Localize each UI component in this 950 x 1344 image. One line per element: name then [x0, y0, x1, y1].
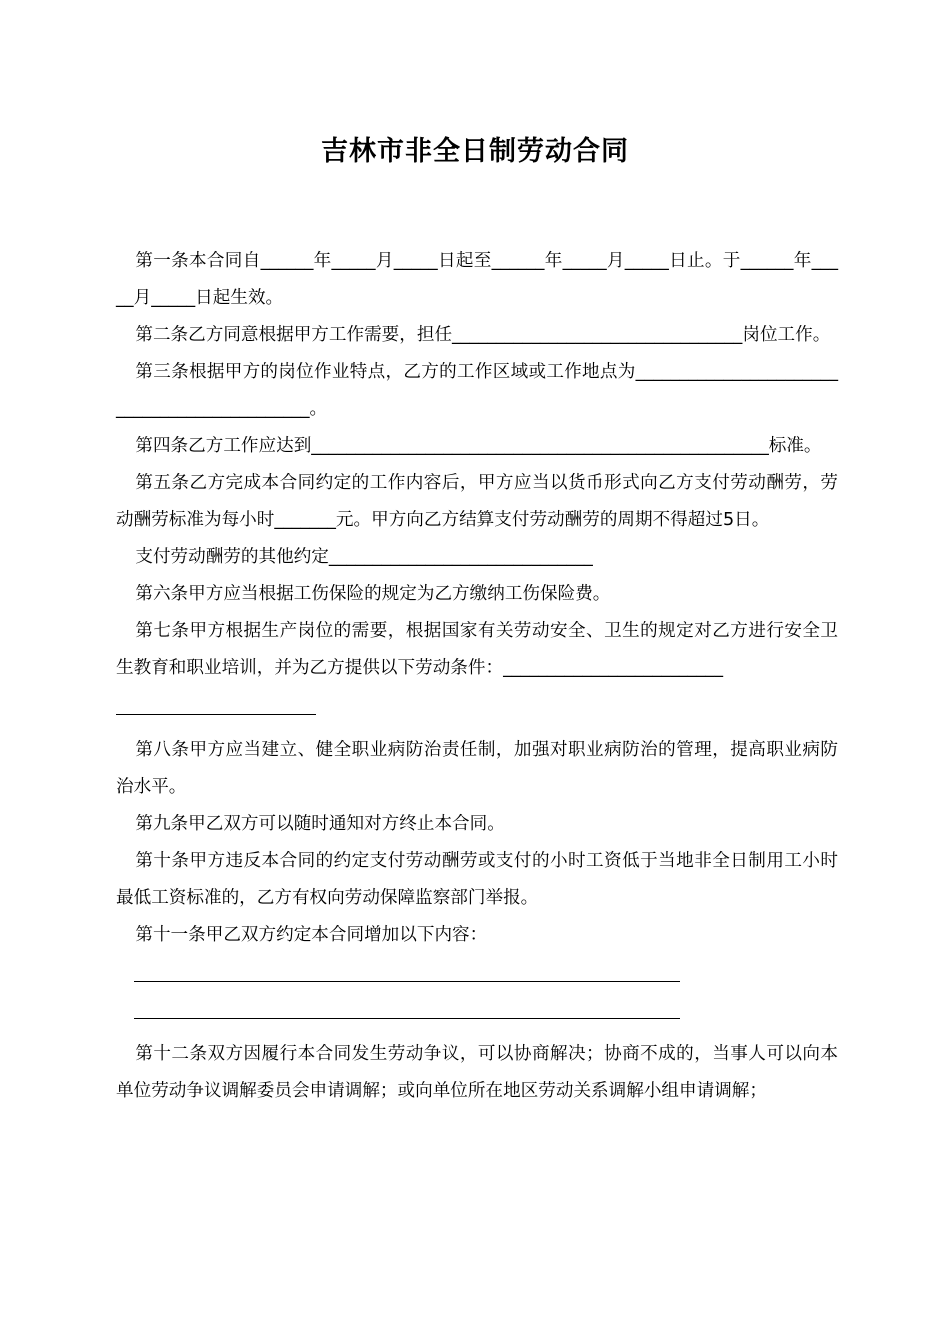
clause-11-blank-line-1: [116, 954, 838, 991]
clause-7: 第七条甲方根据生产岗位的需要，根据国家有关劳动安全、卫生的规定对乙方进行安全卫生教育和职业培训，并为乙方提供以下劳动条件：_________________________: [116, 621, 838, 678]
clause-1: 第一条本合同自______年_____月_____日起至______年_____月_____日止。于______年_____月_____日起生效。: [116, 251, 838, 308]
clause-7-blank-continuation: [116, 687, 838, 724]
blank-underline: [116, 714, 316, 715]
spacer: [116, 724, 838, 732]
document-body: [116, 243, 838, 1110]
clause-5-other-agreement: 支付劳动酬劳的其他约定______________________________: [135, 547, 593, 567]
clause-6: 第六条甲方应当根据工伤保险的规定为乙方缴纳工伤保险费。: [135, 584, 611, 604]
clause-12: 第十二条双方因履行本合同发生劳动争议，可以协商解决；协商不成的，当事人可以向本单位劳动争议调解委员会申请调解；或向单位所在地区劳动关系调解小组申请调解；: [116, 1044, 838, 1101]
clause-8: 第八条甲方应当建立、健全职业病防治责任制，加强对职业病防治的管理，提高职业病防治水平。: [116, 740, 838, 797]
blank-underline: [134, 981, 680, 982]
document-title: 吉林市非全日制劳动合同: [321, 136, 629, 167]
clause-10: 第十条甲方违反本合同的约定支付劳动酬劳或支付的小时工资低于当地非全日制用工小时最低工资标准的，乙方有权向劳动保障监察部门举报。: [116, 851, 838, 908]
clause-2: 第二条乙方同意根据甲方工作需要，担任_________________________________岗位工作。: [135, 325, 831, 345]
clause-11-blank-line-2: [116, 991, 838, 1028]
clause-3: 第三条根据甲方的岗位作业特点，乙方的工作区域或工作地点为_____________________________________________。: [116, 362, 838, 419]
clause-4: 第四条乙方工作应达到____________________________________________________标准。: [135, 436, 822, 456]
spacer: [116, 1028, 838, 1036]
clause-5: 第五条乙方完成本合同约定的工作内容后，甲方应当以货币形式向乙方支付劳动酬劳，劳动酬劳标准为每小时_______元。甲方向乙方结算支付劳动酬劳的周期不得超过5日。: [116, 473, 838, 530]
clause-11: 第十一条甲乙双方约定本合同增加以下内容：: [135, 925, 488, 945]
clause-9: 第九条甲乙双方可以随时通知对方终止本合同。: [135, 814, 505, 834]
blank-underline: [134, 1018, 680, 1019]
